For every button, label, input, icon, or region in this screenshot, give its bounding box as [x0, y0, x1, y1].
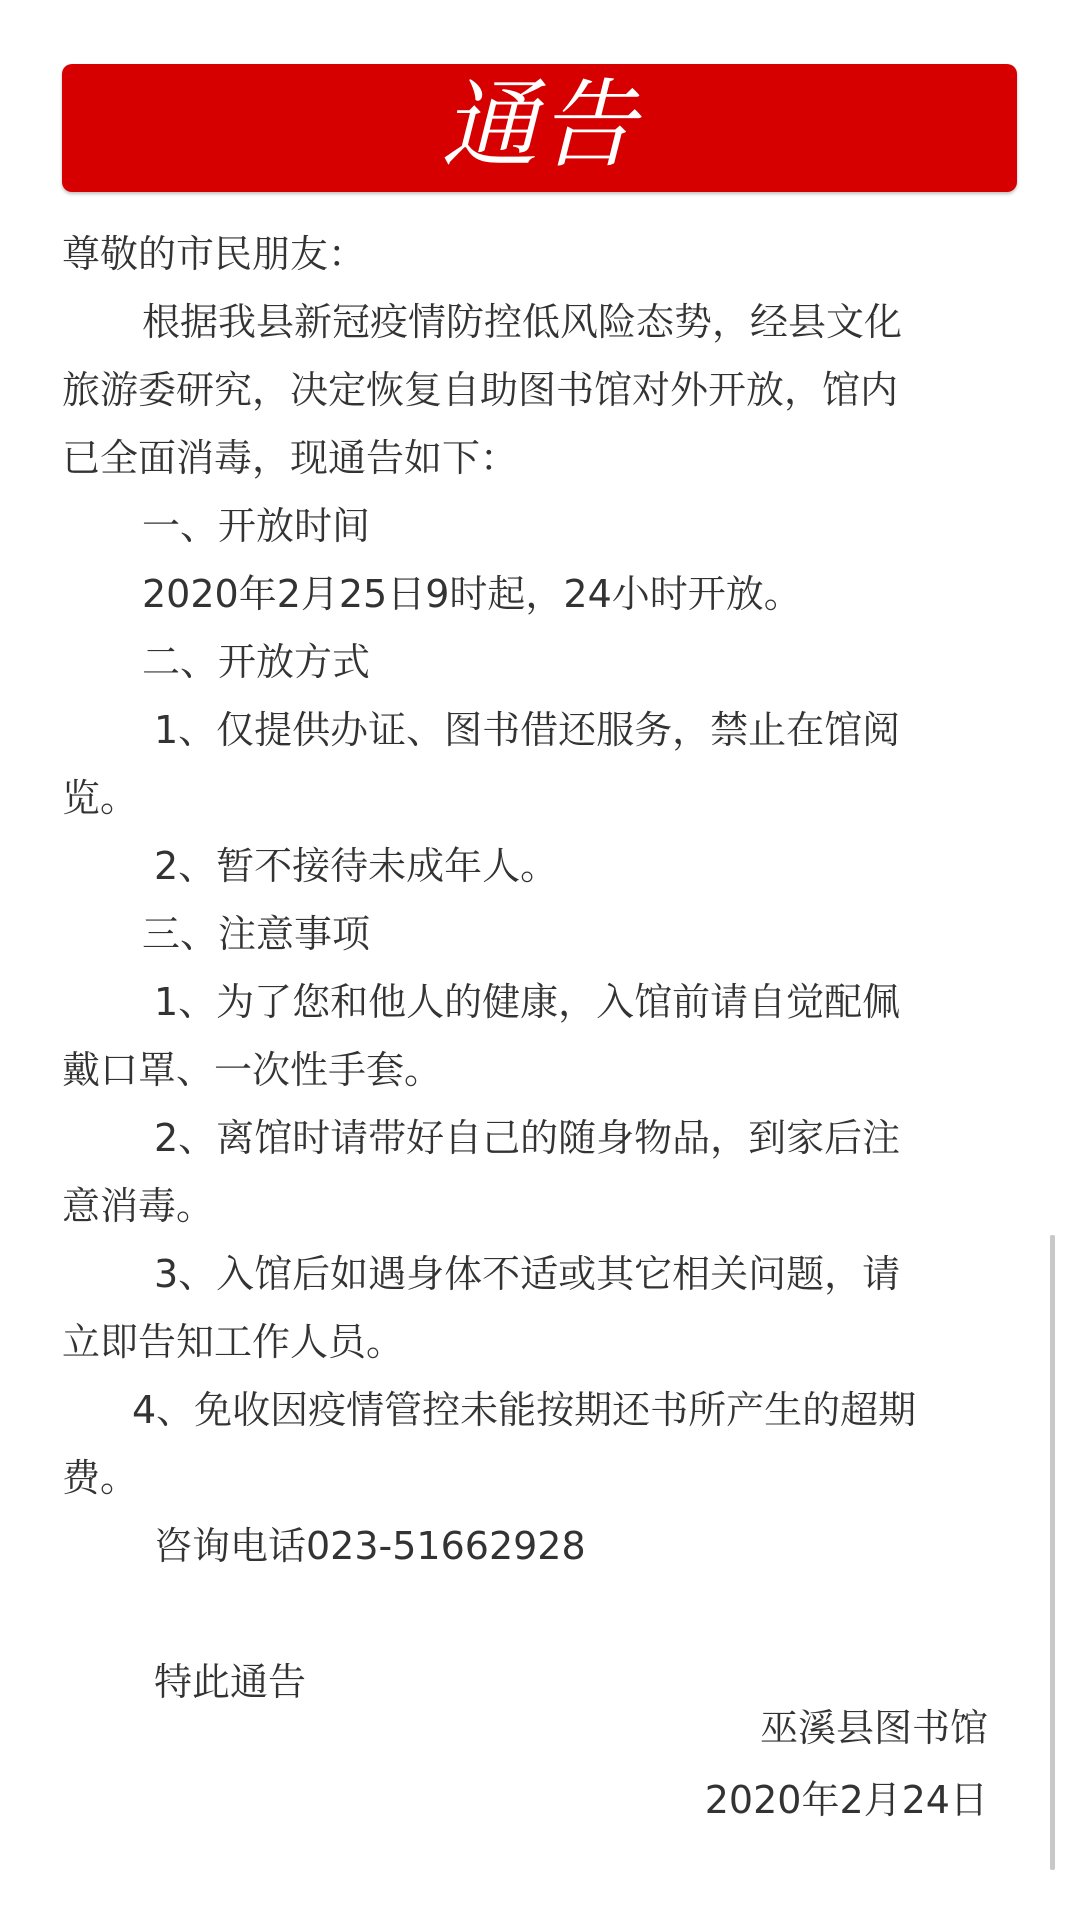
title-banner: [62, 64, 1017, 192]
section-2-item-1-line-2: 览。: [62, 776, 139, 820]
vertical-scrollbar[interactable]: [1050, 1235, 1055, 1870]
section-3-item-4-line-1: 4、免收因疫情管控未能按期还书所产生的超期: [132, 1388, 917, 1432]
closing-text: 特此通告: [154, 1660, 307, 1704]
intro-line-1: 根据我县新冠疫情防控低风险态势，经县文化: [142, 300, 903, 344]
notice-title: 通告: [441, 69, 638, 181]
section-3-item-2-line-2: 意消毒。: [62, 1184, 215, 1228]
section-3-title: 三、注意事项: [142, 912, 371, 956]
intro-line-3: 已全面消毒，现通告如下：: [62, 436, 519, 480]
section-2-item-2: 2、暂不接待未成年人。: [154, 844, 559, 888]
section-3-item-2-line-1: 2、离馆时请带好自己的随身物品，到家后注: [154, 1116, 901, 1160]
signature-block: [705, 1692, 988, 1836]
section-2-item-1-line-1: 1、仅提供办证、图书借还服务，禁止在馆阅: [154, 708, 901, 752]
blank-spacer: [62, 1580, 1022, 1648]
section-1-title: 一、开放时间: [142, 504, 371, 548]
notice-body: [62, 220, 1022, 1716]
section-1-body: 2020年2月25日9时起，24小时开放。: [142, 572, 802, 616]
greeting: 尊敬的市民朋友：: [62, 232, 367, 276]
section-3-item-1-line-1: 1、为了您和他人的健康，入馆前请自觉配佩: [154, 980, 901, 1024]
signature-date: 2020年2月24日: [704, 1778, 988, 1822]
section-3-item-3-line-1: 3、入馆后如遇身体不适或其它相关问题，请: [154, 1252, 901, 1296]
intro-line-2: 旅游委研究，决定恢复自助图书馆对外开放，馆内: [62, 368, 899, 412]
section-3-item-3-line-2: 立即告知工作人员。: [62, 1320, 405, 1364]
section-2-title: 二、开放方式: [142, 640, 371, 684]
section-3-item-1-line-2: 戴口罩、一次性手套。: [62, 1048, 443, 1092]
section-3-item-4-line-2: 费。: [62, 1456, 139, 1500]
signature-org: 巫溪县图书馆: [759, 1706, 988, 1750]
contact-phone: 咨询电话023-51662928: [154, 1524, 586, 1568]
